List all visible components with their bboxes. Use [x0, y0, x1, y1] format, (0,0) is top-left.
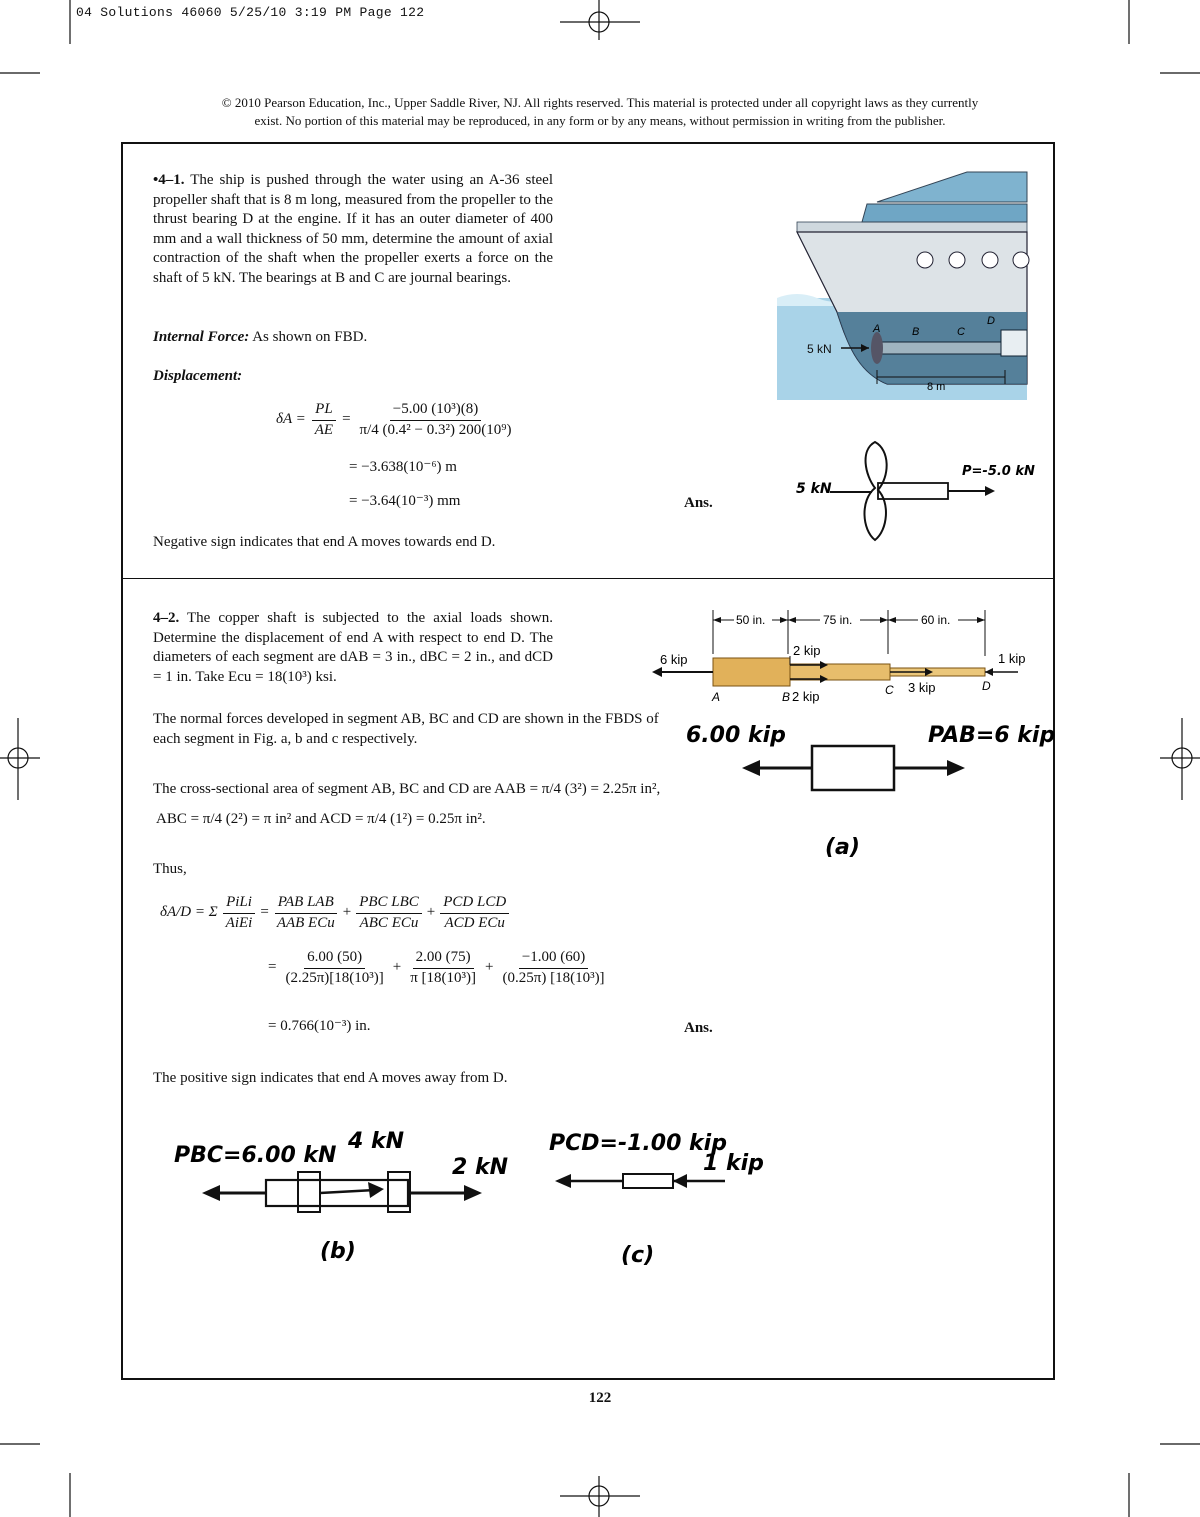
dim-bc: 75 in.	[823, 613, 853, 627]
fbd-a-body	[812, 746, 894, 790]
normal-forces-text: The normal forces developed in segment AB, BC and CD are shown in the FBDS of each segment in Fig. a, b and c respectively.	[153, 711, 659, 747]
print-slug: 04 Solutions 46060 5/25/10 3:19 PM Page 122	[76, 5, 425, 20]
fraction-denominator: ABC ECu	[359, 914, 419, 931]
fraction-term-2	[356, 893, 422, 933]
fraction-denominator: π/4 (0.4² − 0.3²) 200(10⁹)	[359, 421, 512, 438]
eq-lhs: δA/D = Σ	[160, 904, 218, 921]
fraction-term-1	[274, 893, 338, 933]
fraction-value-2	[407, 948, 479, 988]
dim-ab: 50 in.	[736, 613, 766, 627]
railing	[797, 222, 1027, 232]
point-d-label: D	[987, 315, 995, 327]
result-meters: = −3.638(10⁻⁶) m	[349, 459, 457, 475]
segment-bc	[790, 664, 890, 680]
fbd-a-caption: (a)	[825, 835, 860, 860]
copyright-line-2: exist. No portion of this material may be reproduced, in any form or by any means, without permission in writing from the publisher.	[254, 113, 946, 128]
equation-delta-a: δA = $\frac{PL}{AE}$ = $\frac{\text{−5.00 (10³)(8)}}{\text{π/4 (0.4² − 0.3²) 200(10⁹)}}$	[276, 400, 514, 440]
fraction-value-1	[282, 948, 386, 988]
fraction-denominator: (0.25π) [18(10³)]	[502, 969, 605, 986]
point-b: B	[782, 690, 791, 704]
load-3kip: 3 kip	[908, 680, 936, 695]
copyright-line-1: © 2010 Pearson Education, Inc., Upper Saddle River, NJ. All rights reserved. This material is protected under all copyright laws as they currently	[221, 95, 979, 110]
cabin-deck	[862, 204, 1027, 222]
fraction-denominator: AE	[314, 421, 334, 438]
fraction-denominator: AAB ECu	[276, 914, 335, 931]
problem-4-1-statement	[153, 171, 553, 288]
point-c-label: C	[957, 326, 965, 338]
conclusion-4-1: Negative sign indicates that end A moves towards end D.	[153, 534, 496, 550]
thus-label: Thus,	[153, 861, 187, 877]
fraction-numerator: −1.00 (60)	[519, 948, 588, 969]
fraction-numerator: PBC LBC	[356, 893, 422, 914]
fbd-force-left: 5 kN	[796, 481, 832, 497]
point-a-label: A	[873, 323, 881, 335]
fbd-force-right: P=-5.0 kN	[962, 464, 1035, 479]
area-line-2: ABC = π/4 (2²) = π in² and ACD = π/4 (1²) = 0.25π in².	[156, 811, 486, 827]
load-1kip: 1 kip	[998, 651, 1026, 666]
fbd-b-left-label: PBC=6.00 kN	[174, 1143, 337, 1168]
fraction-value-3	[500, 948, 608, 988]
fraction-sum	[223, 893, 256, 933]
segment-ab	[713, 658, 790, 686]
copyright-notice	[100, 94, 1100, 130]
fbd-c-right-label: 1 kip	[703, 1151, 764, 1176]
point-d: D	[982, 679, 991, 693]
dim-cd: 60 in.	[921, 613, 951, 627]
fbd-b-right-label: 2 kN	[452, 1155, 509, 1180]
fraction-pl-ae	[312, 400, 336, 440]
fraction-numerator: PL	[312, 400, 336, 421]
load-6kip: 6 kip	[660, 652, 688, 667]
equation-values: = $\frac{6.00 (50)}{\text{(2.25π)[18(10³)]}}$ + $\frac{2.00 (75)}{\text{π [18(10³)]}}$ + $\frac{-1.00 (60)}{\text{(0.25π) [18(10³)]}}$	[268, 948, 608, 988]
conclusion-4-2: The positive sign indicates that end A moves away from D.	[153, 1070, 508, 1086]
propeller-fbd-sketch	[790, 440, 1035, 544]
porthole	[982, 252, 998, 268]
fraction-denominator: π [18(10³)]	[410, 969, 477, 986]
problem-number: •4–1.	[153, 172, 185, 188]
porthole	[1013, 252, 1029, 268]
fraction-numerator: PiLi	[223, 893, 255, 914]
fbd-c-left-label: PCD=-1.00 kip	[549, 1131, 727, 1156]
fbd-b-caption: (b)	[320, 1239, 356, 1264]
problem-number: 4–2.	[153, 610, 180, 626]
internal-force-line	[153, 328, 367, 348]
fbd-c-caption: (c)	[621, 1243, 655, 1268]
eq-lhs: δA =	[276, 411, 306, 428]
displacement-label: Displacement:	[153, 368, 243, 384]
porthole	[949, 252, 965, 268]
length-label: 8 m	[927, 381, 946, 393]
fraction-denominator: ACD ECu	[444, 914, 505, 931]
fbd-c-body	[623, 1174, 673, 1188]
force-label: 5 kN	[807, 342, 832, 356]
problem-text: The copper shaft is subjected to the axial loads shown. Determine the displacement of end A with respect to end D. The diameters of each segment are dAB = 3 in., dBC = 2 in., and dCD = 1 in. Take Ecu = 18(10³) ksi.	[153, 610, 553, 685]
copper-shaft-figure	[648, 606, 1033, 706]
area-line-1: The cross-sectional area of segment AB, BC and CD are AAB = π/4 (3²) = 2.25π in²,	[153, 781, 661, 797]
fbd-c	[545, 1120, 785, 1270]
fraction-numerator: PCD LCD	[440, 893, 509, 914]
fraction-numerator: 6.00 (50)	[304, 948, 365, 969]
porthole	[917, 252, 933, 268]
fbd-a-left-label: 6.00 kip	[686, 723, 786, 748]
answer-label: Ans.	[684, 495, 713, 511]
fraction-numerator: PAB LAB	[275, 893, 337, 914]
fbd-a	[680, 712, 1056, 862]
fraction-numerator: −5.00 (10³)(8)	[390, 400, 481, 421]
load-2kip-bottom: 2 kip	[792, 689, 820, 704]
point-b-label: B	[912, 326, 920, 338]
fraction-denominator: AiEi	[225, 914, 253, 931]
load-2kip-top: 2 kip	[793, 643, 821, 658]
fbd-b	[170, 1120, 520, 1270]
point-a: A	[712, 690, 721, 704]
upper-deck	[877, 172, 1027, 202]
page-number: 122	[588, 1390, 612, 1406]
ship-propeller-figure	[777, 172, 1027, 400]
point-c: C	[885, 683, 894, 697]
fraction-term-3	[440, 893, 509, 933]
equation-delta-ad: δA/D = Σ $\frac{\text{PiLi}}{\text{AiEi}}$ = $\frac{\text{PAB LAB}}{\text{AAB ECu}}$ + $\frac{\text{PBC LBC}}{\text{ABC ECu}}$ + $\frac{\text{PCD LCD}}{\text{ACD ECu}}$	[160, 893, 509, 933]
answer-label: Ans.	[684, 1020, 713, 1036]
propeller	[871, 332, 883, 364]
internal-force-label: Internal Force:	[153, 329, 250, 345]
fbd-a-right-label: PAB=6 kip	[928, 723, 1056, 748]
fraction-values	[357, 400, 515, 440]
fraction-denominator: (2.25π)[18(10³)]	[285, 969, 384, 986]
fbd-b-top-label: 4 kN	[348, 1129, 405, 1154]
engine	[1001, 330, 1027, 356]
problem-divider	[123, 578, 1055, 579]
result-millimeters: = −3.64(10⁻³) mm	[349, 493, 461, 509]
result-4-2: = 0.766(10⁻³) in.	[268, 1018, 371, 1034]
fraction-numerator: 2.00 (75)	[413, 948, 474, 969]
problem-text: The ship is pushed through the water using an A-36 steel propeller shaft that is 8 m long, measured from the propeller to the thrust bearing D at the engine. If it has an outer diameter of 400 mm and a wall thickness of 50 mm, determine the amount of axial contraction of the shaft when the propeller exerts a force on the shaft of 5 kN. The bearings at B and C are journal bearings.	[153, 172, 553, 286]
internal-force-text: As shown on FBD.	[252, 329, 368, 345]
problem-4-2-statement	[153, 609, 553, 687]
